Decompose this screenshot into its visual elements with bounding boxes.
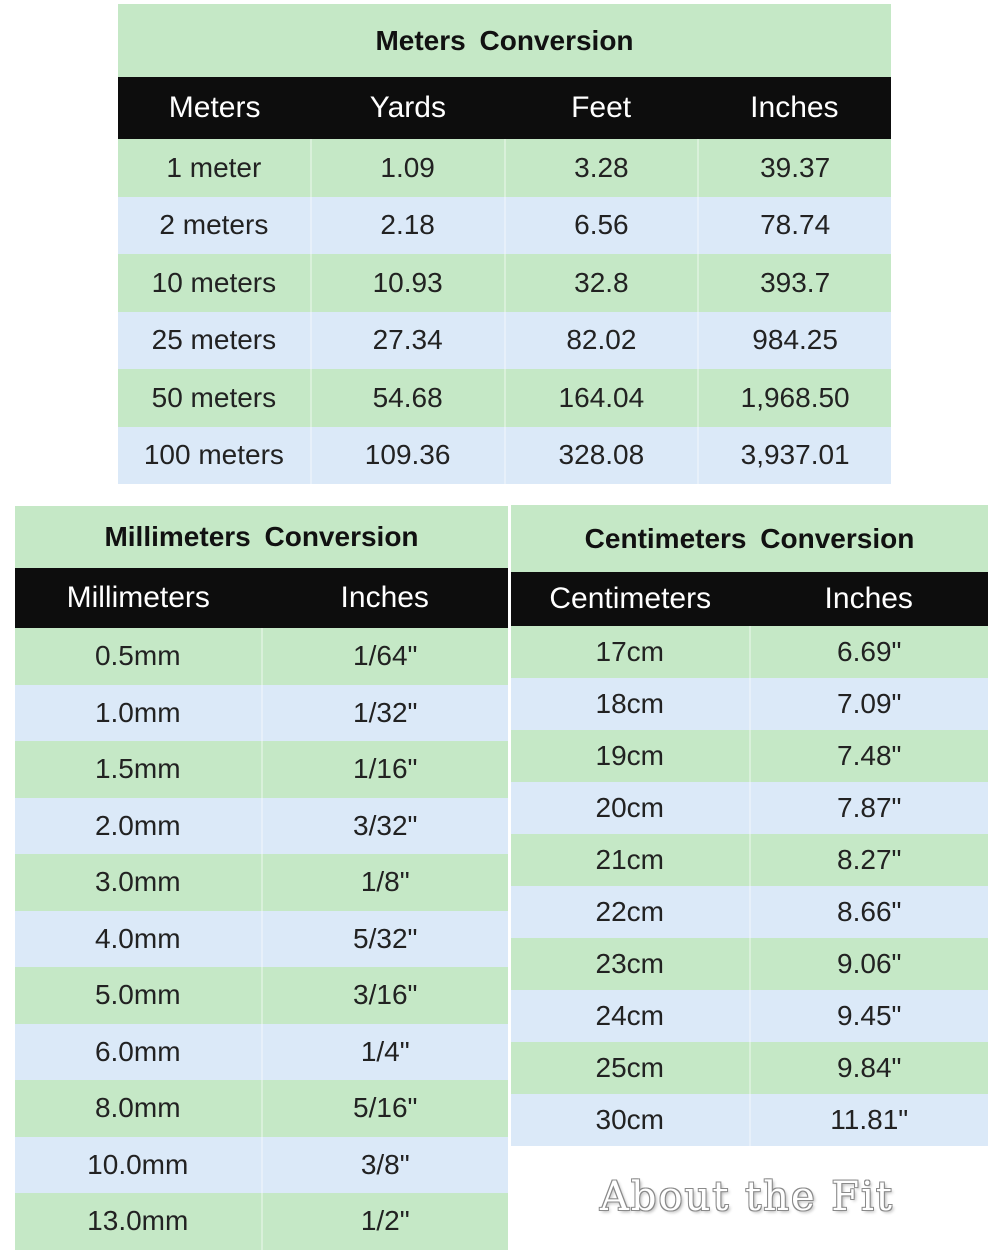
column-header: Inches (750, 91, 839, 124)
table-cell: 9.06" (749, 938, 989, 990)
table-row (118, 369, 891, 427)
table-cell: 50 meters (151, 381, 277, 413)
about-the-fit-watermark: About the Fit (600, 1174, 894, 1220)
table-row (15, 741, 508, 798)
table-cell: 1.5mm (94, 753, 181, 785)
table-cell: 1/16" (261, 741, 509, 798)
table-row (15, 1193, 508, 1250)
meters-conversion-table (118, 4, 891, 484)
table-cell: 23cm (595, 948, 664, 979)
table-cell: 8.27" (749, 834, 989, 886)
table-row (511, 782, 988, 834)
table-cell: 25cm (595, 1052, 664, 1083)
table-cell: 3.28 (504, 139, 698, 197)
table-cell: 3/16" (261, 967, 509, 1024)
table-cell: 2 meters (159, 209, 269, 241)
table-cell: 1 meter (166, 151, 262, 183)
table-cell: 25 meters (151, 324, 277, 356)
table-cell: 1/2" (261, 1193, 509, 1250)
table-cell: 22cm (595, 896, 664, 927)
table-cell: 78.74 (697, 197, 891, 255)
table-cell: 109.36 (310, 427, 504, 485)
table-header-row (15, 568, 508, 628)
table-header-row (118, 77, 891, 139)
table-cell: 8.0mm (94, 1092, 181, 1124)
table-cell: 20cm (595, 792, 664, 823)
table-row (15, 967, 508, 1024)
table-cell: 3.0mm (94, 866, 181, 898)
table-row (15, 1080, 508, 1137)
table-cell: 21cm (595, 844, 664, 875)
table-cell: 17cm (595, 636, 664, 667)
table-row (511, 990, 988, 1042)
table-cell: 9.84" (749, 1042, 989, 1094)
table-header-row (511, 572, 988, 626)
table-cell: 5/16" (261, 1080, 509, 1137)
table-cell: 3/32" (261, 798, 509, 855)
table-row (118, 197, 891, 255)
table-cell: 1.09 (310, 139, 504, 197)
table-cell: 13.0mm (87, 1205, 189, 1237)
table-title: Millimeters Conversion (15, 506, 508, 568)
table-cell: 10 meters (151, 266, 277, 298)
table-row (15, 628, 508, 685)
table-cell: 6.0mm (94, 1035, 181, 1067)
table-row (511, 1042, 988, 1094)
table-cell: 0.5mm (94, 640, 181, 672)
table-cell: 19cm (595, 740, 664, 771)
table-cell: 393.7 (697, 254, 891, 312)
table-row (511, 886, 988, 938)
table-cell: 7.48" (749, 730, 989, 782)
column-header: Millimeters (66, 581, 210, 614)
table-row (15, 798, 508, 855)
table-cell: 1,968.50 (697, 369, 891, 427)
column-header: Meters (168, 91, 261, 124)
table-row (511, 938, 988, 990)
table-cell: 164.04 (504, 369, 698, 427)
table-row (511, 834, 988, 886)
table-cell: 27.34 (310, 312, 504, 370)
table-cell: 32.8 (504, 254, 698, 312)
table-cell: 7.09" (749, 678, 989, 730)
table-cell: 328.08 (504, 427, 698, 485)
table-row (118, 139, 891, 197)
table-title: Centimeters Conversion (511, 505, 988, 572)
table-cell: 8.66" (749, 886, 989, 938)
table-row (15, 854, 508, 911)
table-cell: 100 meters (143, 439, 284, 471)
table-cell: 1/64" (261, 628, 509, 685)
table-row (15, 1024, 508, 1081)
centimeters-conversion-table (511, 505, 988, 1146)
table-row (511, 626, 988, 678)
table-cell: 10.0mm (87, 1148, 189, 1180)
column-header: Feet (571, 91, 632, 124)
column-header: Inches (340, 581, 429, 614)
table-cell: 7.87" (749, 782, 989, 834)
table-cell: 5/32" (261, 911, 509, 968)
table-row (511, 1094, 988, 1146)
table-cell: 6.69" (749, 626, 989, 678)
table-cell: 9.45" (749, 990, 989, 1042)
table-cell: 10.93 (310, 254, 504, 312)
table-row (15, 1137, 508, 1194)
table-cell: 1/32" (261, 685, 509, 742)
table-row (511, 678, 988, 730)
table-cell: 6.56 (504, 197, 698, 255)
table-cell: 2.0mm (94, 809, 181, 841)
column-header: Inches (824, 582, 913, 615)
table-cell: 2.18 (310, 197, 504, 255)
table-row (118, 254, 891, 312)
table-cell: 24cm (595, 1000, 664, 1031)
table-cell: 3,937.01 (697, 427, 891, 485)
table-cell: 82.02 (504, 312, 698, 370)
table-cell: 1.0mm (94, 696, 181, 728)
table-row (511, 730, 988, 782)
table-cell: 3/8" (261, 1137, 509, 1194)
table-cell: 54.68 (310, 369, 504, 427)
table-cell: 39.37 (697, 139, 891, 197)
table-cell: 18cm (595, 688, 664, 719)
table-cell: 1/4" (261, 1024, 509, 1081)
table-title: Meters Conversion (118, 4, 891, 77)
table-row (15, 911, 508, 968)
column-header: Yards (369, 91, 446, 124)
table-row (118, 427, 891, 485)
table-cell: 4.0mm (94, 922, 181, 954)
millimeters-conversion-table (15, 506, 508, 1250)
table-cell: 30cm (595, 1104, 664, 1135)
table-row (15, 685, 508, 742)
table-row (118, 312, 891, 370)
table-cell: 984.25 (697, 312, 891, 370)
table-cell: 1/8" (261, 854, 509, 911)
table-cell: 5.0mm (94, 979, 181, 1011)
table-cell: 11.81" (749, 1094, 989, 1146)
column-header: Centimeters (549, 582, 712, 615)
